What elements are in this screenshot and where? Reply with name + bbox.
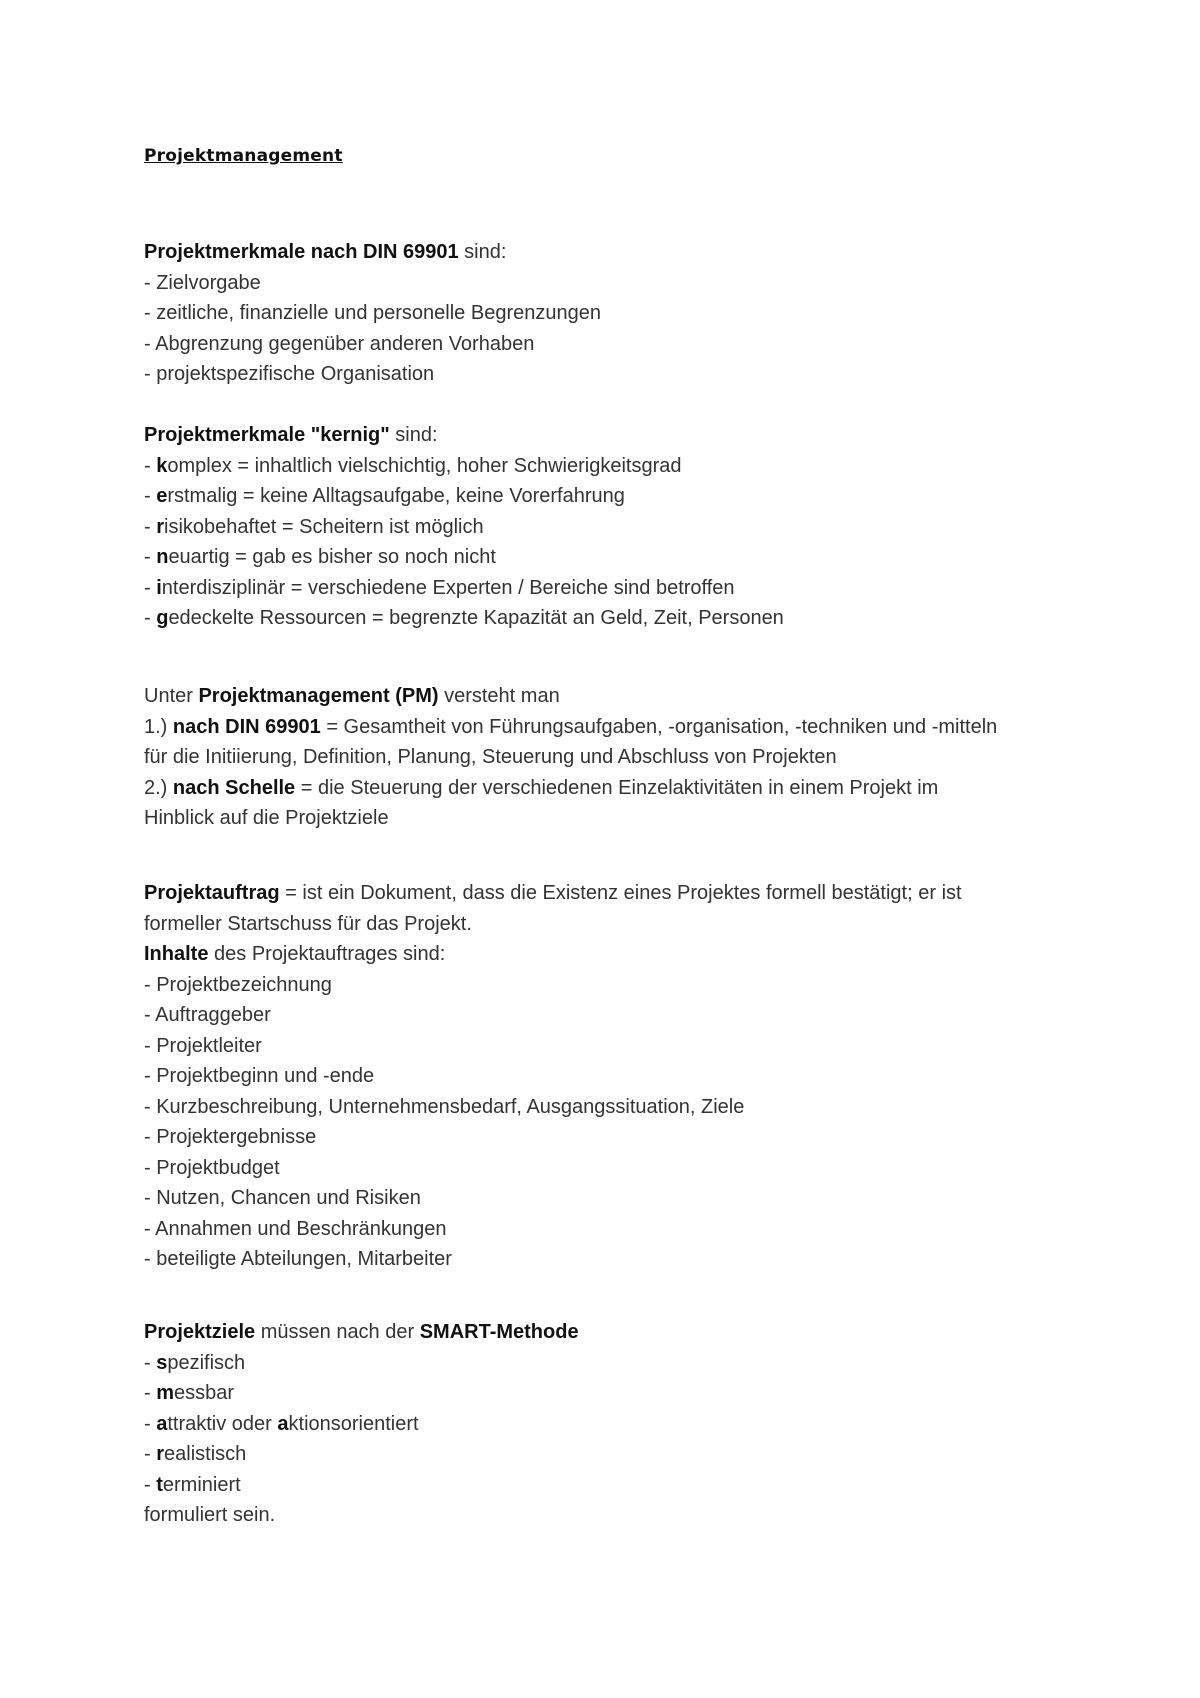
list-item: - Projektbeginn und -ende	[144, 1065, 375, 1087]
list-item	[144, 451, 1084, 482]
item-text: omplex = inhaltlich vielschichtig, hoher Schwierigkeitsgrad	[167, 454, 682, 477]
item-text: rstmalig = keine Alltagsaufgabe, keine Vorerfahrung	[167, 485, 625, 507]
list-item: - Abgrenzung gegenüber anderen Vorhaben	[144, 332, 535, 355]
item-prefix: -	[144, 1412, 157, 1435]
list-item	[144, 1348, 1084, 1379]
heading-suffix: sind:	[389, 424, 438, 446]
acronym-letter: g	[156, 607, 169, 629]
item-prefix: -	[144, 515, 157, 538]
list-item: - zeitliche, finanzielle und personelle Begrenzungen	[144, 302, 601, 324]
item-text-alt: ktionsorientiert	[288, 1412, 419, 1435]
item-prefix: -	[144, 1351, 157, 1374]
def-number: 2.)	[144, 776, 173, 799]
acronym-letter: t	[156, 1473, 163, 1496]
list-item: - beteiligte Abteilungen, Mitarbeiter	[144, 1248, 452, 1270]
acronym-letter: k	[156, 454, 168, 477]
list-item: - Projektbudget	[144, 1156, 280, 1179]
list-item: - Projektergebnisse	[144, 1126, 317, 1148]
acronym-letter: m	[156, 1382, 175, 1404]
list-item: - Nutzen, Chancen und Risiken	[144, 1187, 421, 1209]
section-smart-goals	[144, 1317, 1084, 1531]
heading-bold: Projektmerkmale nach DIN 69901	[144, 241, 459, 263]
list-item: - Annahmen und Beschränkungen	[144, 1217, 447, 1240]
section-din-features	[144, 237, 1084, 390]
intro-prefix: Unter	[144, 685, 199, 707]
acronym-letter: n	[156, 546, 169, 568]
document-title: Projektmanagement	[144, 146, 343, 166]
item-text: edeckelte Ressourcen = begrenzte Kapazität an Geld, Zeit, Personen	[168, 607, 784, 629]
item-prefix: -	[144, 576, 157, 599]
item-prefix: -	[144, 607, 157, 629]
heading-continued: formeller Startschuss für das Projekt.	[144, 912, 472, 935]
definition-2	[144, 773, 1084, 804]
heading-suffix: sind:	[458, 241, 507, 263]
section-pm-definition	[144, 681, 1084, 834]
def-source: nach DIN 69901	[172, 715, 321, 738]
item-text: erminiert	[162, 1473, 241, 1496]
heading-text: = ist ein Dokument, dass die Existenz eines Projektes formell bestätigt; er ist	[279, 882, 962, 904]
section-heading	[144, 1317, 1084, 1348]
list-item	[144, 603, 1084, 634]
list-item: - Kurzbeschreibung, Unternehmensbedarf, Ausgangssituation, Ziele	[144, 1095, 745, 1118]
item-text: euartig = gab es bisher so noch nicht	[168, 546, 496, 568]
item-prefix: -	[144, 546, 157, 568]
section-heading	[144, 237, 1084, 268]
item-prefix: -	[144, 454, 157, 477]
section-kernig-features	[144, 420, 1084, 634]
acronym-letter: e	[156, 485, 168, 507]
acronym-letter: r	[156, 1443, 165, 1465]
item-text: ealistisch	[164, 1443, 247, 1465]
definition-1-continued: für die Initiierung, Definition, Planung, Steuerung und Abschluss von Projekten	[144, 746, 837, 768]
list-item	[144, 542, 1084, 573]
list-item	[144, 1378, 1084, 1409]
list-item: - Projektleiter	[144, 1034, 262, 1057]
item-prefix: -	[144, 1382, 157, 1404]
definition-1	[144, 712, 1084, 743]
list-item: - Zielvorgabe	[144, 271, 261, 294]
heading-bold: Projektmerkmale "kernig"	[144, 424, 390, 446]
item-text: isikobehaftet = Scheitern ist möglich	[164, 515, 484, 538]
item-prefix: -	[144, 1443, 157, 1465]
list-item: - Auftraggeber	[144, 1004, 271, 1026]
list-item	[144, 481, 1084, 512]
section-projektauftrag	[144, 878, 1084, 1275]
definition-2-continued: Hinblick auf die Projektziele	[144, 807, 389, 829]
def-number: 1.)	[144, 715, 173, 738]
heading-mid: müssen nach der	[255, 1321, 420, 1343]
list-item	[144, 573, 1084, 604]
item-text: ttraktiv oder	[167, 1412, 278, 1435]
intro-suffix: versteht man	[438, 685, 560, 707]
item-text: essbar	[174, 1382, 235, 1404]
def-text: = Gesamtheit von Führungsaufgaben, -organisation, -techniken und -mitteln	[320, 715, 998, 738]
heading-method: SMART-Methode	[419, 1321, 579, 1343]
inhalte-bold: Inhalte	[144, 943, 209, 965]
definition-intro	[144, 681, 1084, 712]
list-item: - Projektbezeichnung	[144, 973, 332, 996]
list-item	[144, 1409, 1084, 1440]
acronym-letter-alt: a	[277, 1412, 289, 1435]
list-item	[144, 1439, 1084, 1470]
section-heading	[144, 420, 1084, 451]
list-item	[144, 512, 1084, 543]
item-prefix: -	[144, 485, 157, 507]
item-text: pezifisch	[167, 1351, 246, 1374]
acronym-letter: a	[156, 1412, 168, 1435]
item-prefix: -	[144, 1473, 157, 1496]
acronym-letter: s	[156, 1351, 168, 1374]
def-text: = die Steuerung der verschiedenen Einzelaktivitäten in einem Projekt im	[295, 776, 939, 799]
section-heading	[144, 878, 1084, 909]
item-text: nterdisziplinär = verschiedene Experten / Bereiche sind betroffen	[161, 576, 735, 599]
list-item: - projektspezifische Organisation	[144, 363, 435, 385]
intro-bold: Projektmanagement (PM)	[198, 685, 439, 707]
def-source: nach Schelle	[172, 776, 296, 799]
closing-line: formuliert sein.	[144, 1504, 276, 1526]
heading-bold: Projektziele	[144, 1321, 256, 1343]
list-item	[144, 1470, 1084, 1501]
inhalte-line	[144, 939, 1084, 970]
heading-bold: Projektauftrag	[144, 882, 280, 904]
acronym-letter: r	[156, 515, 165, 538]
inhalte-text: des Projektauftrages sind:	[208, 943, 446, 965]
acronym-letter: i	[156, 576, 162, 599]
